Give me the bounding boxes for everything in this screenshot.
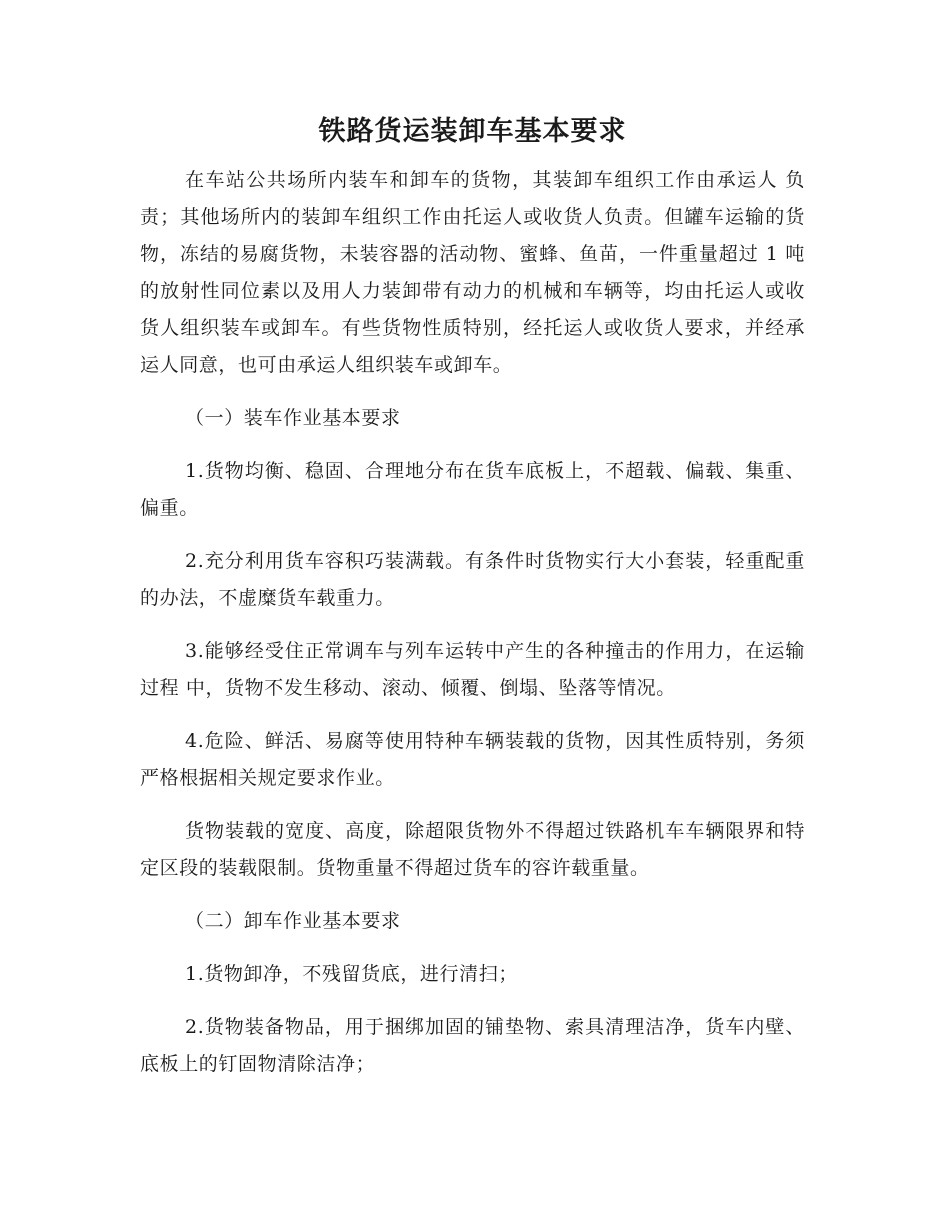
loading-requirement-2: 2.充分利用货车容积巧装满载。有条件时货物实行大小套装，轻重配重的办法，不虚糜货车载重力。 [140,550,805,609]
unloading-requirement-2: 2.货物装备物品，用于捆绑加固的铺垫物、索具清理洁净，货车内壁、底板上的钉固物清除洁净； [140,1016,805,1075]
document-title: 铁路货运装卸车基本要求 [318,116,627,147]
section-heading-loading: （一）装车作业基本要求 [185,407,401,429]
loading-requirement-4: 4.危险、鲜活、易腐等使用特种车辆装载的货物，因其性质特别，务须严格根据相关规定要求作业。 [140,730,805,789]
loading-limits-paragraph: 货物装载的宽度、高度，除超限货物外不得超过铁路机车车辆限界和特定区段的装载限制。货物重量不得超过货车的容许载重量。 [140,820,805,879]
document-page [140,0,805,1083]
unloading-requirement-1: 1.货物卸净，不残留货底，进行清扫； [185,963,518,985]
section-heading-unloading: （二）卸车作业基本要求 [185,910,401,932]
loading-requirement-1: 1.货物均衡、稳固、合理地分布在货车底板上，不超载、偏载、集重、偏重。 [140,460,805,519]
intro-paragraph: 在车站公共场所内装车和卸车的货物，其装卸车组织工作由承运人 负责；其他场所内的装卸车组织工作由托运人或收货人负责。但罐车运输的货物，冻结的易腐货物，未装容器的活动物、蜜蜂、鱼苗，一件重量超过 1 吨的放射性同位素以及用人力装卸带有动力的机械和车辆等，均由托运人或收货人组织装车或卸车。有些货物性质特别，经托运人或收货人要求，并经承运人同意，也可由承运人组织装车或卸车。 [140,169,805,376]
loading-requirement-3: 3.能够经受住正常调车与列车运转中产生的各种撞击的作用力，在运输过程 中，货物不发生移动、滚动、倾覆、倒塌、坠落等情况。 [140,640,805,699]
